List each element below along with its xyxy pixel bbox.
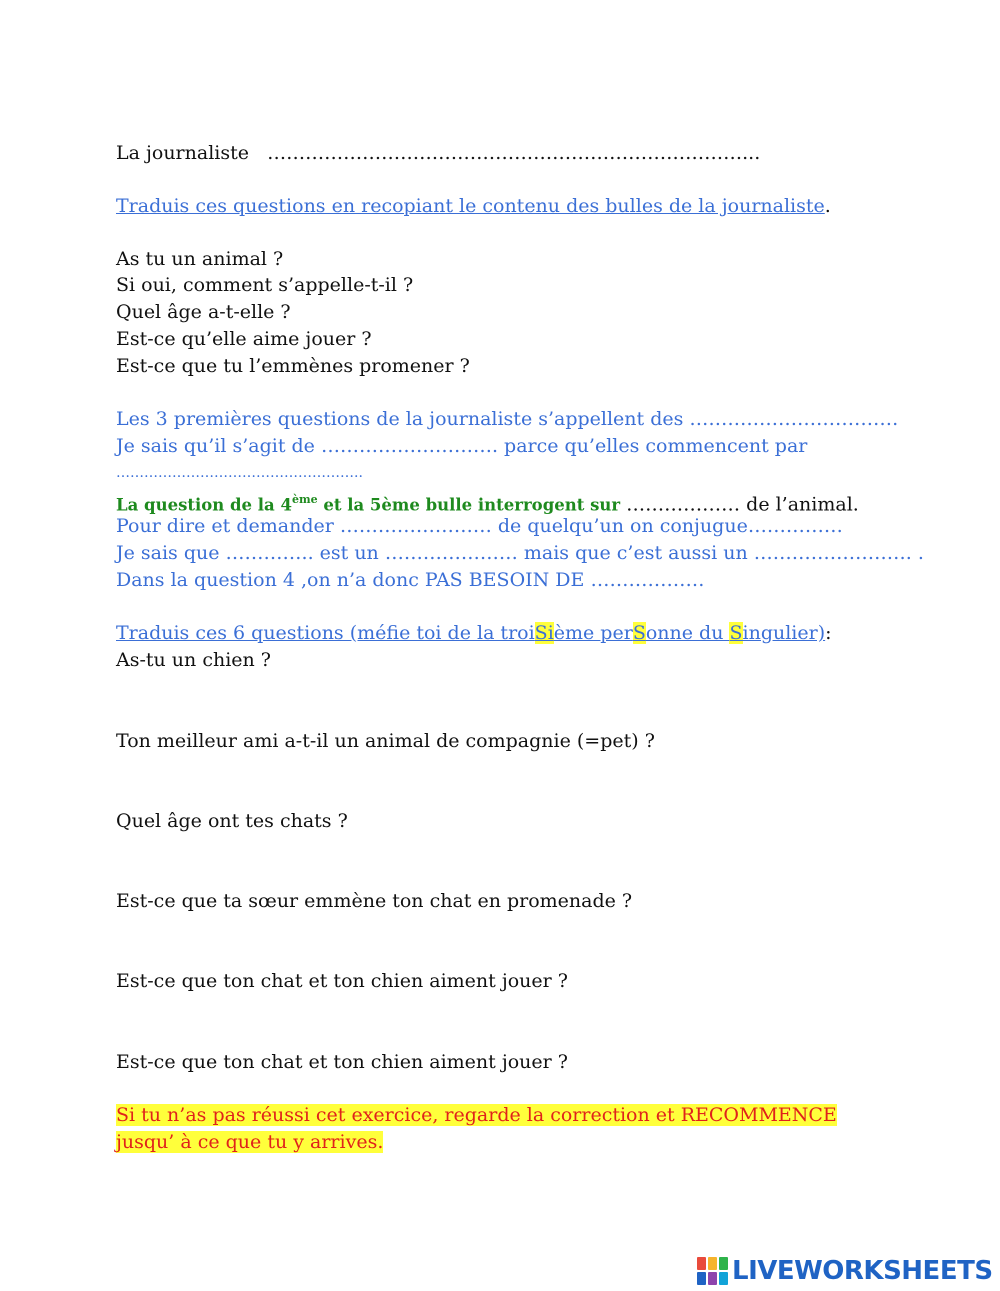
logo-blocks-icon <box>697 1257 728 1285</box>
question-5: Est-ce que tu l’emmènes promener ? <box>116 355 470 377</box>
liveworksheets-logo <box>697 1256 993 1286</box>
journalist-dots: …………………………………………………………………... <box>267 142 761 164</box>
green-question-a: La question de la 4 <box>116 495 292 515</box>
green-superscript: ème <box>291 493 318 506</box>
highlight-s-1: S <box>632 622 646 644</box>
instruction2-part2: ème per <box>553 622 633 644</box>
question-1: As tu un animal ? <box>116 248 284 270</box>
highlight-si: Si <box>534 622 554 644</box>
instruction2-part1: Traduis ces 6 questions (méfie toi de la troi <box>116 622 535 644</box>
fill-line-3: …………………………………………….. <box>116 465 363 481</box>
warning-line-2 <box>116 1129 383 1155</box>
warning-text-2: jusqu’ à ce que tu y arrives. <box>116 1131 384 1153</box>
fill-line-4-rest: ……………… de l’animal. <box>620 493 859 516</box>
highlight-s-2: S <box>729 622 743 644</box>
fill-line-5: Pour dire et demander …………………… de quelqu’un on conjugue…………… <box>116 515 843 537</box>
green-question-b: et la 5ème bulle interrogent sur <box>317 495 621 515</box>
translate-question-2: Ton meilleur ami a-t-il un animal de compagnie (=pet) ? <box>116 730 655 752</box>
instruction2-text <box>116 622 825 644</box>
translate-question-3: Quel âge ont tes chats ? <box>116 810 348 832</box>
journalist-label: La journaliste <box>116 142 249 164</box>
instruction2-part4: ingulier) <box>742 622 826 644</box>
translate-question-6: Est-ce que ton chat et ton chien aiment jouer ? <box>116 1051 568 1073</box>
instruction2-colon: : <box>825 622 832 644</box>
instruction2-part3: onne du <box>645 622 730 644</box>
question-2: Si oui, comment s’appelle-t-il ? <box>116 274 414 296</box>
translate-question-4: Est-ce que ta sœur emmène ton chat en promenade ? <box>116 890 633 912</box>
instruction-text: Traduis ces questions en recopiant le contenu des bulles de la journaliste <box>116 195 825 217</box>
instruction-translate-bubbles <box>116 193 831 219</box>
fill-line-1: Les 3 premières questions de la journaliste s’appellent des …………………………… <box>116 408 899 430</box>
instruction-period: . <box>824 195 831 217</box>
fill-line-6: Je sais que ………….. est un ………………… mais que c’est aussi un ……………………. . <box>116 542 924 564</box>
fill-line-2: Je sais qu’il s’agit de ………………………. parce qu’elles commencent par <box>116 435 808 457</box>
question-3: Quel âge a-t-elle ? <box>116 301 291 323</box>
warning-text-1: Si tu n’as pas réussi cet exercice, regarde la correction et RECOMMENCE <box>116 1104 837 1126</box>
logo-text: LIVEWORKSHEETS <box>732 1256 993 1286</box>
translate-question-5: Est-ce que ton chat et ton chien aiment jouer ? <box>116 970 568 992</box>
question-4: Est-ce qu’elle aime jouer ? <box>116 328 372 350</box>
instruction-translate-six <box>116 620 832 646</box>
fill-line-7: Dans la question 4 ,on n’a donc PAS BESOIN DE ……………… <box>116 569 705 591</box>
journalist-line <box>116 140 760 166</box>
warning-line-1 <box>116 1102 837 1128</box>
translate-question-1: As-tu un chien ? <box>116 649 271 671</box>
